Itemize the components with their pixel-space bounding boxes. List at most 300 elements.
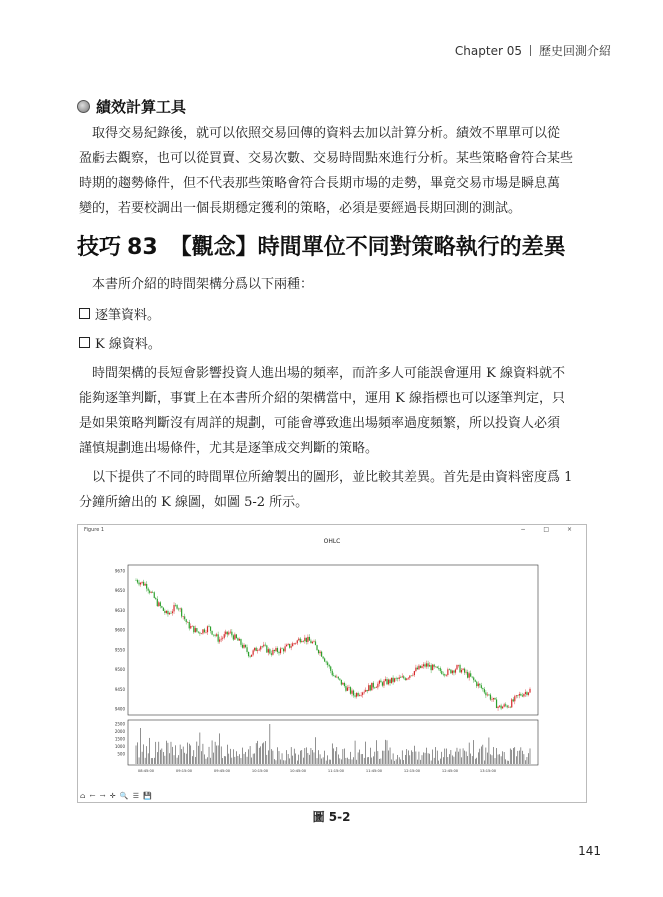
candle-body <box>326 662 327 663</box>
candle-body <box>148 589 149 591</box>
candle-body <box>301 641 302 642</box>
candle-body <box>294 643 295 644</box>
candle-body <box>327 662 328 665</box>
candle-body <box>263 645 264 647</box>
candle-body <box>184 616 185 619</box>
candle-body <box>394 678 395 681</box>
candle-body <box>484 689 485 692</box>
candle-body <box>462 669 463 670</box>
candle-body <box>502 707 503 709</box>
candle-body <box>312 642 313 643</box>
candle-body <box>472 677 473 678</box>
candle-body <box>169 613 170 614</box>
candle-body <box>376 687 377 688</box>
candle-body <box>432 665 433 670</box>
candle-body <box>259 649 260 650</box>
candle-body <box>265 645 266 646</box>
candle-body <box>396 678 397 679</box>
volume-axes <box>128 720 538 765</box>
candle-body <box>307 637 308 642</box>
candle-body <box>332 671 333 675</box>
candle-body <box>268 649 269 652</box>
candle-body <box>367 690 368 691</box>
candle-body <box>207 626 208 632</box>
candle-body <box>526 692 527 695</box>
volume-tick-label: 1000 <box>114 744 125 749</box>
candle-body <box>309 637 310 641</box>
candle-body <box>216 634 217 635</box>
candle-body <box>187 622 188 623</box>
candle-body <box>417 668 418 670</box>
candle-body <box>497 707 498 708</box>
candle-body <box>228 632 229 634</box>
candle-body <box>195 628 196 632</box>
candle-body <box>192 626 193 627</box>
candle-body <box>173 605 174 611</box>
candle-body <box>469 673 470 677</box>
candle-body <box>371 683 372 691</box>
candle-body <box>400 677 401 678</box>
candle-body <box>466 672 467 673</box>
candle-body <box>158 602 159 606</box>
candle-body <box>278 652 279 653</box>
list-item <box>79 304 160 323</box>
candle-body <box>402 676 403 677</box>
candle-body <box>180 608 181 609</box>
candle-body <box>152 592 153 593</box>
candle-body <box>421 666 422 668</box>
candle-body <box>364 692 365 693</box>
candle-body <box>154 592 155 598</box>
candle-body <box>304 638 305 641</box>
candle-body <box>397 678 398 679</box>
candle-body <box>461 670 462 672</box>
tip-number: 83 <box>127 235 158 260</box>
header-chapter-title: 歷史回測介紹 <box>538 44 611 58</box>
candle-body <box>149 591 150 593</box>
candle-body <box>218 634 219 641</box>
candle-body <box>190 626 191 628</box>
candle-body <box>288 644 289 645</box>
candle-body <box>523 694 524 696</box>
candle-body <box>479 684 480 686</box>
candle-body <box>379 681 380 684</box>
candle-body <box>161 606 162 607</box>
candle-body <box>429 665 430 666</box>
candle-body <box>353 690 354 695</box>
candle-body <box>204 629 205 632</box>
candle-body <box>456 665 457 669</box>
candle-body <box>166 611 167 613</box>
candle-body <box>354 695 355 696</box>
header-divider <box>530 45 531 56</box>
candle-body <box>240 639 241 645</box>
section-title-text: 績效計算工具 <box>96 98 187 116</box>
candle-body <box>189 622 190 628</box>
figure-toolbar[interactable]: ⌂ ← → ✛ 🔍 ☰ 💾 <box>80 792 153 800</box>
candle-body <box>427 663 428 666</box>
candle-body <box>347 688 348 691</box>
candle-body <box>256 648 257 651</box>
candle-body <box>510 707 511 708</box>
candle-body <box>438 668 439 669</box>
candle-body <box>315 641 316 645</box>
candle-body <box>341 680 342 685</box>
candle-body <box>467 672 468 678</box>
candle-body <box>145 584 146 586</box>
candle-body <box>199 633 200 634</box>
x-tick-label: 12:45:00 <box>441 769 459 773</box>
candle-body <box>513 699 514 701</box>
candle-body <box>443 674 444 675</box>
candle-body <box>500 706 501 709</box>
candle-body <box>242 645 243 648</box>
list-item-text: 逐筆資料。 <box>95 308 161 323</box>
candle-body <box>291 646 292 647</box>
candle-body <box>415 668 416 671</box>
candle-body <box>475 680 476 682</box>
candle-body <box>333 675 334 676</box>
candle-body <box>297 640 298 643</box>
candle-body <box>193 626 194 632</box>
candle-body <box>409 676 410 678</box>
candle-body <box>528 692 529 694</box>
candle-body <box>248 652 249 656</box>
intro-paragraph <box>79 272 587 297</box>
candle-body <box>183 616 184 617</box>
paragraph-performance <box>79 121 587 221</box>
price-tick-label: 9650 <box>114 588 125 594</box>
candle-body <box>319 652 320 653</box>
candle-body <box>176 605 177 609</box>
candle-body <box>205 632 206 633</box>
candle-body <box>344 683 345 686</box>
candle-body <box>210 627 211 631</box>
candle-body <box>522 695 523 696</box>
candle-body <box>172 611 173 613</box>
candle-body <box>157 599 158 606</box>
candle-body <box>420 666 421 668</box>
candle-body <box>434 665 435 667</box>
candle-body <box>243 645 244 648</box>
candle-body <box>335 676 336 677</box>
candle-body <box>231 632 232 636</box>
candle-body <box>368 685 369 691</box>
candle-body <box>306 638 307 642</box>
candle-body <box>514 696 515 701</box>
candle-body <box>160 602 161 606</box>
candle-body <box>167 611 168 614</box>
figure-window <box>77 524 587 803</box>
candle-body <box>412 675 413 676</box>
candle-body <box>339 679 340 680</box>
paragraph-line: 謹慎規劃進出場條件，尤其是逐筆成交判斷的策略。 <box>79 441 379 456</box>
checkbox-bullet-icon <box>79 337 90 348</box>
candle-body <box>277 648 278 652</box>
candle-body <box>350 687 351 694</box>
candle-body <box>487 695 488 696</box>
running-header <box>455 42 611 59</box>
candle-body <box>488 695 489 696</box>
candle-body <box>499 706 500 707</box>
candle-body <box>516 695 517 696</box>
candle-body <box>271 653 272 654</box>
candle-body <box>292 643 293 646</box>
candle-body <box>441 671 442 674</box>
window-controls[interactable]: − □ × <box>520 526 580 533</box>
x-tick-label: 13:15:00 <box>479 769 497 773</box>
price-tick-label: 9600 <box>114 627 125 633</box>
candle-body <box>137 580 138 582</box>
candle-body <box>318 650 319 653</box>
candle-body <box>253 650 254 654</box>
candle-body <box>175 605 176 606</box>
candle-body <box>476 682 477 686</box>
candle-body <box>251 655 252 657</box>
price-tick-label: 9670 <box>114 568 125 574</box>
candle-body <box>336 677 337 678</box>
candle-body <box>178 609 179 610</box>
candle-body <box>257 650 258 651</box>
price-tick-label: 9450 <box>114 686 125 692</box>
candle-body <box>227 632 228 635</box>
paragraph-line: 能夠逐筆判斷，事實上在本書所介紹的架構當中，運用 K 線指標也可以逐筆判定，只 <box>79 391 565 406</box>
candle-body <box>138 583 139 585</box>
candle-body <box>348 687 349 688</box>
intro-text: 本書所介紹的時間架構分爲以下兩種： <box>92 277 314 292</box>
candle-body <box>222 638 223 639</box>
candle-body <box>211 631 212 635</box>
candle-body <box>219 639 220 641</box>
x-tick-label: 09:15:00 <box>175 769 193 773</box>
candle-body <box>374 687 375 688</box>
candle-body <box>356 693 357 697</box>
paragraph-time-frame <box>79 361 587 461</box>
candle-body <box>289 644 290 648</box>
candle-body <box>392 678 393 682</box>
candle-body <box>519 694 520 696</box>
candle-body <box>272 650 273 655</box>
volume-tick-label: 500 <box>117 751 125 757</box>
candle-body <box>201 633 202 634</box>
candle-body <box>458 665 459 666</box>
candle-body <box>155 598 156 599</box>
paragraph-line: 變的，若要校調出一個長期穩定獲利的策略，必須是要經過長期回測的測試。 <box>79 201 522 216</box>
candle-body <box>449 669 450 670</box>
figure-caption: 圖 5-2 <box>312 810 351 824</box>
candle-body <box>385 679 386 681</box>
candle-body <box>494 698 495 700</box>
x-tick-label: 09:45:00 <box>213 769 231 773</box>
candle-body <box>269 649 270 653</box>
candle-body <box>181 608 182 616</box>
candle-body <box>351 690 352 693</box>
price-tick-label: 9400 <box>114 706 125 712</box>
candle-body <box>362 692 363 694</box>
candle-body <box>234 634 235 639</box>
candle-body <box>140 583 141 585</box>
candle-body <box>196 628 197 631</box>
candle-body <box>450 670 451 674</box>
candle-body <box>505 704 506 705</box>
candle-body <box>329 665 330 666</box>
candle-body <box>313 641 314 642</box>
candle-body <box>424 664 425 666</box>
candle-body <box>490 695 491 700</box>
candle-body <box>237 638 238 641</box>
x-tick-label: 11:15:00 <box>327 769 345 773</box>
paragraph-line: 以下提供了不同的時間單位所繪製出的圖形，並比較其差異。首先是由資料密度爲 1 <box>92 470 573 485</box>
candle-body <box>511 699 512 707</box>
candle-body <box>284 646 285 651</box>
candle-body <box>198 632 199 633</box>
candle-body <box>164 611 165 613</box>
candle-body <box>274 650 275 651</box>
candle-body <box>414 671 415 675</box>
candle-body <box>213 635 214 636</box>
paragraph-line: 盈虧去觀察，也可以從買賣、交易次數、交易時間點來進行分析。某些策略會符合某些 <box>79 151 574 166</box>
candle-body <box>202 629 203 633</box>
candle-body <box>380 681 381 683</box>
x-tick-label: 10:45:00 <box>289 769 307 773</box>
candle-body <box>418 666 419 670</box>
list-item-text: K 線資料。 <box>95 337 161 352</box>
candle-body <box>330 666 331 670</box>
candle-body <box>446 675 447 676</box>
price-tick-label: 9630 <box>114 607 125 613</box>
candle-body <box>389 680 390 683</box>
paragraph-line: 是如果策略判斷沒有周詳的規劃，可能會導致進出場頻率過度頻繁，所以投資人必須 <box>79 416 561 431</box>
price-tick-label: 9550 <box>114 647 125 653</box>
candle-body <box>464 669 465 673</box>
volume-tick-label: 2500 <box>114 721 125 727</box>
candle-body <box>224 634 225 638</box>
candle-body <box>239 639 240 641</box>
candle-body <box>388 680 389 685</box>
volume-tick-label: 2000 <box>114 729 125 734</box>
candle-body <box>440 668 441 671</box>
tip-title: 【觀念】時間單位不同對策略執行的差異 <box>169 235 566 260</box>
candle-body <box>529 689 530 693</box>
candle-body <box>399 677 400 679</box>
tip-heading <box>77 230 566 261</box>
header-chapter: Chapter 05 <box>454 44 522 58</box>
candle-body <box>338 677 339 679</box>
candle-body <box>236 634 237 638</box>
candle-body <box>266 645 267 652</box>
candle-body <box>275 648 276 651</box>
candle-body <box>361 695 362 696</box>
candle-body <box>254 648 255 651</box>
candle-body <box>300 639 301 643</box>
candle-body <box>504 704 505 706</box>
candle-body <box>283 649 284 652</box>
candle-body <box>408 678 409 679</box>
candle-body <box>358 693 359 696</box>
candle-body <box>345 686 346 691</box>
candle-body <box>186 619 187 622</box>
paragraph-line: 時間架構的長短會影響投資人進出場的頻率，而許多人可能誤會運用 K 線資料就不 <box>92 366 565 381</box>
candle-body <box>517 695 518 696</box>
candle-body <box>146 584 147 589</box>
chart-title: OHLC <box>323 538 341 545</box>
candle-body <box>435 667 436 668</box>
candle-body <box>377 684 378 688</box>
candle-body <box>230 632 231 633</box>
candle-body <box>323 657 324 659</box>
figure-titlebar <box>78 525 586 535</box>
candle-body <box>225 632 226 635</box>
candle-body <box>444 674 445 675</box>
candle-body <box>245 645 246 647</box>
candle-body <box>246 647 247 652</box>
candle-body <box>359 695 360 696</box>
checkbox-bullet-icon <box>79 308 90 319</box>
candle-body <box>491 699 492 700</box>
candle-body <box>426 663 427 666</box>
candle-body <box>280 648 281 653</box>
candle-body <box>260 646 261 649</box>
tip-label: 技巧 <box>77 235 122 260</box>
candle-body <box>496 699 497 708</box>
candle-body <box>482 688 483 689</box>
candle-body <box>163 608 164 611</box>
candle-body <box>316 645 317 650</box>
candle-body <box>370 685 371 690</box>
candle-body <box>508 707 509 708</box>
candle-body <box>470 673 471 676</box>
candle-body <box>391 678 392 683</box>
paragraph-line: 分鐘所繪出的 K 線圖，如圖 5-2 所示。 <box>79 495 309 510</box>
candle-body <box>151 592 152 593</box>
candle-body <box>233 635 234 639</box>
candle-body <box>382 682 383 685</box>
x-tick-label: 08:45:00 <box>137 769 155 773</box>
candle-body <box>525 692 526 694</box>
figure-window-title: Figure 1 <box>84 527 105 533</box>
candle-body <box>431 665 432 670</box>
candle-body <box>437 667 438 668</box>
page-number: 141 <box>578 844 601 858</box>
candle-body <box>406 678 407 680</box>
candle-body <box>459 665 460 672</box>
candle-body <box>221 639 222 640</box>
candle-body <box>303 641 304 642</box>
candle-body <box>298 639 299 641</box>
candle-body <box>208 626 209 627</box>
candle-body <box>493 698 494 699</box>
candle-body <box>423 664 424 666</box>
candle-body <box>473 677 474 680</box>
candle-body <box>141 582 142 583</box>
candle-body <box>411 676 412 677</box>
candle-body <box>478 684 479 687</box>
paragraph-line: 取得交易紀錄後，就可以依照交易回傳的資料去加以計算分析。績效不單單可以從 <box>92 126 561 141</box>
price-tick-label: 9500 <box>114 667 125 673</box>
volume-tick-label: 1500 <box>114 736 125 742</box>
candle-body <box>386 679 387 684</box>
candle-body <box>453 671 454 673</box>
candle-body <box>321 652 322 657</box>
candle-body <box>286 645 287 647</box>
candle-body <box>215 635 216 636</box>
list-item <box>79 333 161 352</box>
candle-body <box>485 692 486 695</box>
candle-body <box>281 648 282 649</box>
ohlc-chart <box>78 535 586 797</box>
candle-body <box>455 669 456 672</box>
candle-body <box>520 694 521 695</box>
